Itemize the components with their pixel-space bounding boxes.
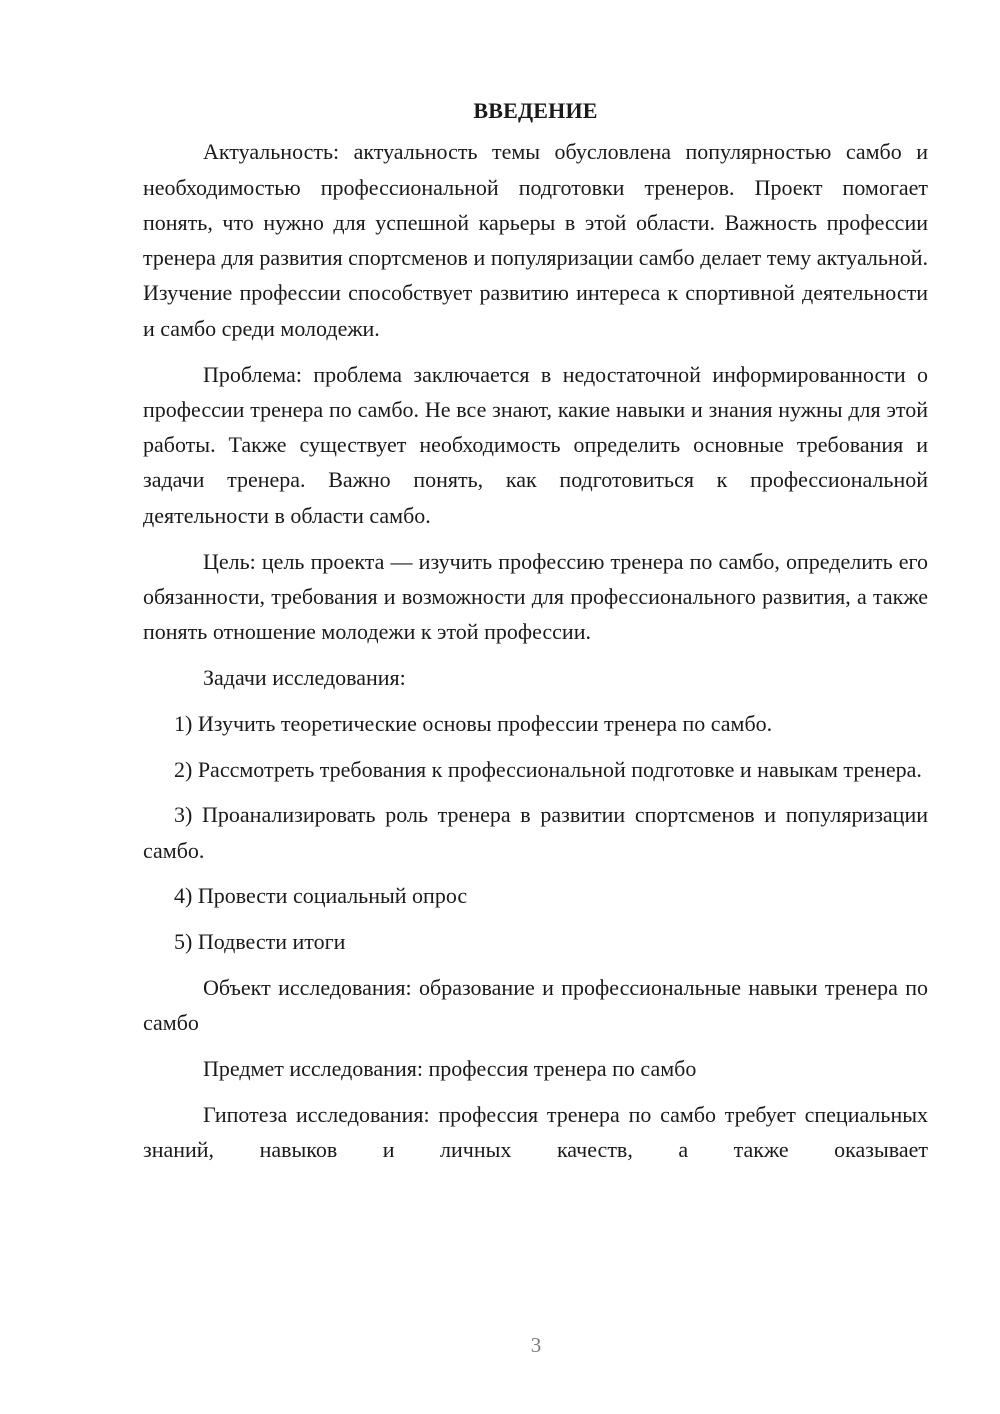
task-item-1: 1) Изучить теоретические основы профессии тренера по самбо. [174,710,773,736]
page-number: 3 [530,1333,542,1357]
paragraph-problem: Проблема: проблема заключается в недостаточной информированности о профессии тренера по самбо. Не все знают, какие навыки и знания нужны для этой работы. Также существует необходимость определить основные требования и задачи тренера. Важно понять, как подготовиться к профессиональной деятельности в области самбо. [143,361,928,528]
task-item-3: 3) Проанализировать роль тренера в развитии спортсменов и популяризации самбо. [143,802,928,863]
paragraph-subject: Предмет исследования: профессия тренера по самбо [203,1056,697,1082]
paragraph-goal: Цель: цель проекта — изучить профессию тренера по самбо, определить его обязанности, требования и возможности для профессионального развития, а также понять отношение молодежи к этой профессии. [143,548,928,645]
paragraph-tasks-heading: Задачи исследования: [203,664,406,690]
paragraph-hypothesis: Гипотеза исследования: профессия тренера по самбо требует специальных знаний, навыков и личных качеств, а также оказывает [143,1101,928,1163]
paragraph-relevance: Актуальность: актуальность темы обусловлена популярностью самбо и необходимостью профессиональной подготовки тренеров. Проект помогает понять, что нужно для успешной карьеры в этой области. Важность профессии тренера для развития спортсменов и популяризации самбо делает тему актуальной. Изучение профессии способствует развитию интереса к спортивной деятельности и самбо среди молодежи. [143,139,928,341]
paragraph-object: Объект исследования: образование и профессиональные навыки тренера по самбо [143,975,928,1036]
page-body [143,93,928,1168]
task-item-2: 2) Рассмотреть требования к профессиональной подготовке и навыкам тренера. [174,756,922,782]
task-item-4: 4) Провести социальный опрос [174,883,468,909]
section-title: ВВЕДЕНИЕ [473,98,598,123]
task-item-5: 5) Подвести итоги [174,929,346,955]
